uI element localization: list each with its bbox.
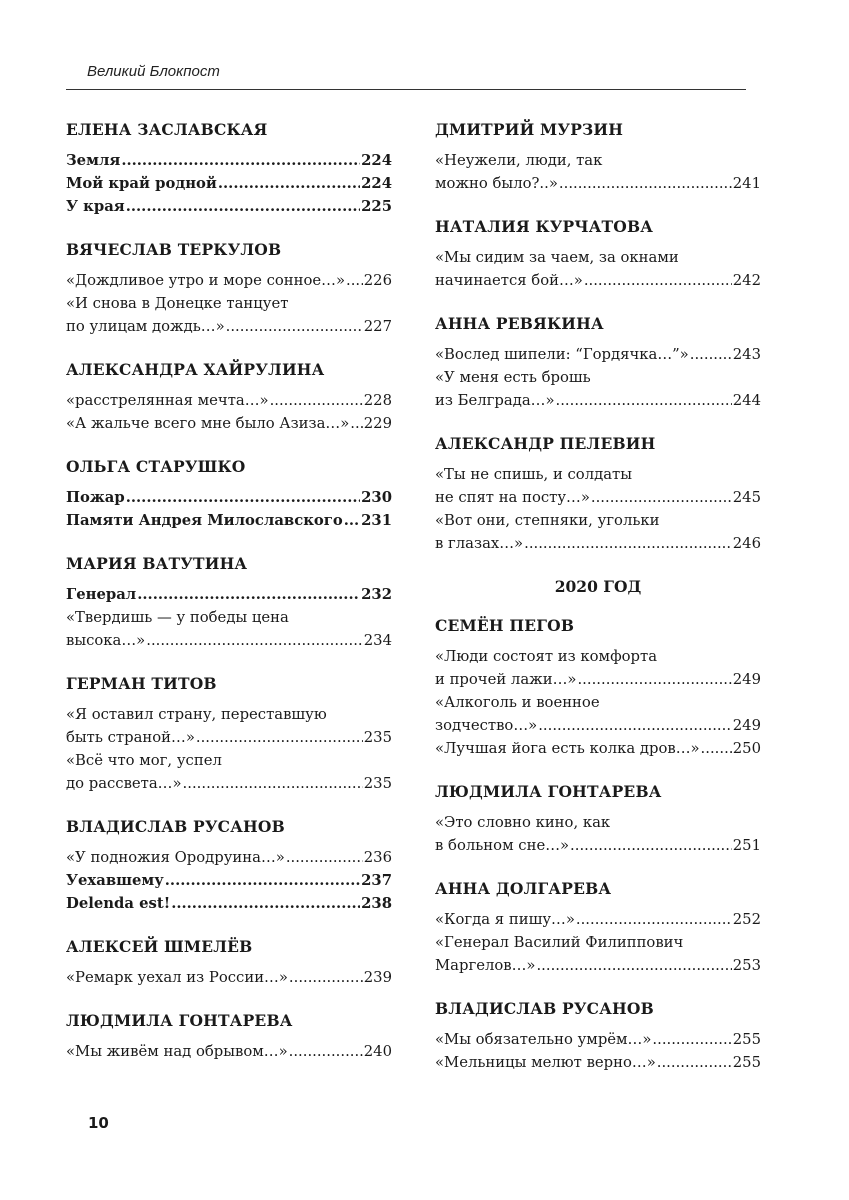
toc-entry-line (66, 389, 392, 412)
page-ref: 226 (363, 272, 392, 289)
entry-title-text: «Люди состоят из комфорта (435, 648, 658, 665)
author-name: МАРИЯ ВАТУТИНА (66, 554, 248, 573)
dot-leader (171, 892, 360, 915)
entry-title-text: не спят на посту…» (435, 489, 590, 506)
toc-entry-line (435, 668, 761, 691)
entry-title-text: по улицам дождь…» (66, 318, 225, 335)
toc-entry-line (66, 869, 392, 892)
author-section (66, 937, 392, 989)
entry-title-text: «Вот они, степняки, угольки (435, 512, 660, 529)
page-ref: 235 (363, 729, 392, 746)
page-ref: 255 (732, 1031, 761, 1048)
dot-leader (652, 1028, 731, 1051)
toc-entry-line (66, 966, 392, 989)
entry-title-text: «Мельницы мелют верно…» (435, 1054, 656, 1071)
toc-entry-line (66, 846, 392, 869)
toc-entry[interactable] (66, 583, 392, 606)
toc-entry-line (66, 195, 392, 218)
page-ref: 242 (732, 272, 761, 289)
toc-entry[interactable] (66, 509, 392, 532)
entry-title-text: Пожар (66, 489, 125, 506)
entry-title-text: Генерал (66, 586, 137, 603)
toc-entry[interactable] (435, 691, 761, 737)
dot-leader (146, 629, 363, 652)
author-name: ОЛЬГА СТАРУШКО (66, 457, 246, 476)
entry-title-text: «Мы живём над обрывом…» (66, 1043, 288, 1060)
author-section (435, 434, 761, 555)
author-name: АННА ДОЛГАРЕВА (435, 879, 612, 898)
author-section (435, 782, 761, 857)
toc-entry[interactable] (66, 869, 392, 892)
toc-entry-line (66, 149, 392, 172)
page-ref: 234 (363, 632, 392, 649)
toc-entry-line (435, 691, 761, 714)
dot-leader (536, 954, 731, 977)
entry-title-text: можно было?..» (435, 175, 558, 192)
author-section (66, 360, 392, 435)
author-name: НАТАЛИЯ КУРЧАТОВА (435, 217, 654, 236)
toc-entry[interactable] (435, 908, 761, 931)
author-section (66, 817, 392, 915)
author-name: АЛЕКСЕЙ ШМЕЛЁВ (66, 937, 253, 956)
author-name: СЕМЁН ПЕГОВ (435, 616, 575, 635)
dot-leader (559, 172, 732, 195)
toc-entry-line (66, 486, 392, 509)
page-number: 10 (88, 1114, 109, 1132)
toc-entry-line (435, 737, 761, 760)
dot-leader (570, 834, 732, 857)
toc-entry-line (435, 246, 761, 269)
entry-title-text: «Неужели, люди, так (435, 152, 603, 169)
toc-entry-line (66, 412, 392, 435)
entry-title-text: из Белграда…» (435, 392, 555, 409)
entry-title-text: «У подножия Ородруина…» (66, 849, 285, 866)
toc-entry[interactable] (435, 811, 761, 857)
dot-leader (350, 412, 363, 435)
entry-title-text: Мой край родной (66, 175, 217, 192)
author-section (435, 999, 761, 1074)
author-name: АЛЕКСАНДРА ХАЙРУЛИНА (66, 360, 325, 379)
author-name: АННА РЕВЯКИНА (435, 314, 604, 333)
author-section (66, 674, 392, 795)
page-ref: 246 (732, 535, 761, 552)
page-ref: 249 (732, 717, 761, 734)
dot-leader (165, 869, 360, 892)
entry-title-text: «Мы сидим за чаем, за окнами (435, 249, 679, 266)
dot-leader (690, 343, 732, 366)
toc-entry-line (435, 645, 761, 668)
toc-entry-line (435, 1028, 761, 1051)
entry-title-text: Памяти Андрея Милославского (66, 512, 343, 529)
author-section (435, 120, 761, 195)
author-section (66, 240, 392, 338)
entry-title-text: «Дождливое утро и море сонное…» (66, 272, 346, 289)
toc-entry[interactable] (435, 149, 761, 195)
dot-leader (584, 269, 732, 292)
author-section (435, 879, 761, 977)
author-name: ЛЮДМИЛА ГОНТАРЕВА (435, 782, 662, 801)
author-name: ДМИТРИЙ МУРЗИН (435, 120, 624, 139)
entry-title-text: «Всё что мог, успел (66, 752, 222, 769)
author-name: АЛЕКСАНДР ПЕЛЕВИН (435, 434, 656, 453)
page-ref: 255 (732, 1054, 761, 1071)
author-name: ГЕРМАН ТИТОВ (66, 674, 217, 693)
toc-entry-line (66, 583, 392, 606)
entry-title-text: «Ты не спишь, и солдаты (435, 466, 633, 483)
page-ref: 227 (363, 318, 392, 335)
dot-leader (226, 315, 363, 338)
dot-leader (218, 172, 360, 195)
author-section (435, 217, 761, 292)
toc-entry[interactable] (435, 343, 761, 366)
entry-title-text: «Твердишь — у победы цена (66, 609, 289, 626)
page-ref: 241 (732, 175, 761, 192)
entry-title-text: Земля (66, 152, 121, 169)
toc-entry-line (435, 954, 761, 977)
dot-leader (270, 389, 363, 412)
author-section (66, 457, 392, 532)
toc-entry-line (435, 509, 761, 532)
toc-entry[interactable] (435, 1028, 761, 1051)
toc-entry[interactable] (66, 846, 392, 869)
author-name: ВЯЧЕСЛАВ ТЕРКУЛОВ (66, 240, 282, 259)
page-ref: 252 (732, 911, 761, 928)
dot-leader (137, 583, 360, 606)
toc-left-column (66, 120, 392, 1085)
toc-entry[interactable] (66, 412, 392, 435)
author-section (66, 554, 392, 652)
dot-leader (556, 389, 732, 412)
toc-entry-line (435, 532, 761, 555)
page-ref: 228 (363, 392, 392, 409)
entry-title-text: «Генерал Василий Филиппович (435, 934, 684, 951)
entry-title-text: и прочей лажи…» (435, 671, 577, 688)
toc-entry-line (66, 606, 392, 629)
dot-leader (286, 846, 363, 869)
page-ref: 239 (363, 969, 392, 986)
dot-leader (701, 737, 732, 760)
toc-entry-line (66, 292, 392, 315)
author-name: ЕЛЕНА ЗАСЛАВСКАЯ (66, 120, 268, 139)
dot-leader (289, 1040, 363, 1063)
page-ref: 231 (361, 512, 392, 529)
page-ref: 240 (363, 1043, 392, 1060)
entry-title-text: «Когда я пишу…» (435, 911, 575, 928)
entry-title-text: «Мы обязательно умрём…» (435, 1031, 652, 1048)
entry-title-text: «Вослед шипели: “Гордячка…”» (435, 346, 689, 363)
toc-entry-line (66, 629, 392, 652)
year-heading: 2020 ГОД (554, 577, 642, 596)
page-ref: 236 (363, 849, 392, 866)
dot-leader (126, 486, 360, 509)
author-name: ВЛАДИСЛАВ РУСАНОВ (66, 817, 285, 836)
page-ref: 230 (361, 489, 392, 506)
toc-entry[interactable] (66, 172, 392, 195)
toc-entry[interactable] (435, 645, 761, 691)
toc-entry[interactable] (435, 463, 761, 509)
entry-title-text: «И снова в Донецке танцует (66, 295, 289, 312)
entry-title-text: Уехавшему (66, 872, 164, 889)
toc-entry[interactable] (66, 269, 392, 292)
toc-entry-line (435, 269, 761, 292)
author-section (66, 120, 392, 218)
toc-entry-line (435, 463, 761, 486)
header-rule (66, 89, 746, 90)
entry-title-text: начинается бой…» (435, 272, 583, 289)
toc-entry[interactable] (66, 195, 392, 218)
entry-title-text: до рассвета…» (66, 775, 182, 792)
toc-entry[interactable] (66, 389, 392, 412)
page-ref: 232 (361, 586, 392, 603)
page-ref: 253 (732, 957, 761, 974)
toc-entry[interactable] (66, 292, 392, 338)
toc-entry[interactable] (66, 749, 392, 795)
author-section (435, 314, 761, 412)
entry-title-text: «расстрелянная мечта…» (66, 392, 269, 409)
entry-title-text: высока…» (66, 632, 146, 649)
toc-entry-line (66, 892, 392, 915)
entry-title-text: Маргелов…» (435, 957, 536, 974)
toc-entry[interactable] (66, 703, 392, 749)
toc-entry[interactable] (66, 966, 392, 989)
dot-leader (126, 195, 360, 218)
entry-title-text: «Это словно кино, как (435, 814, 611, 831)
page-ref: 238 (361, 895, 392, 912)
page-ref: 245 (732, 489, 761, 506)
toc-entry-line (66, 726, 392, 749)
toc-entry-line (435, 366, 761, 389)
page-ref: 224 (361, 152, 392, 169)
dot-leader (538, 714, 732, 737)
dot-leader (346, 269, 363, 292)
toc-entry-line (435, 834, 761, 857)
toc-entry-line (435, 714, 761, 737)
page-ref: 224 (361, 175, 392, 192)
toc-entry[interactable] (66, 892, 392, 915)
dot-leader (121, 149, 360, 172)
toc-entry-line (66, 172, 392, 195)
dot-leader (196, 726, 363, 749)
page-ref: 251 (732, 837, 761, 854)
toc-entry[interactable] (435, 246, 761, 292)
dot-leader (591, 486, 732, 509)
toc-entry[interactable] (435, 1051, 761, 1074)
toc-entry-line (66, 749, 392, 772)
toc-entry-line (435, 172, 761, 195)
page-ref: 250 (732, 740, 761, 757)
entry-title-text: «Алкоголь и военное (435, 694, 600, 711)
toc-entry-line (435, 908, 761, 931)
toc-entry-line (66, 269, 392, 292)
page-ref: 235 (363, 775, 392, 792)
running-head: Великий Блокпост (87, 63, 220, 80)
entry-title-text: зодчество…» (435, 717, 538, 734)
dot-leader (289, 966, 363, 989)
toc-entry-line (435, 1051, 761, 1074)
entry-title-text: «А жальче всего мне было Азиза…» (66, 415, 350, 432)
toc-entry-line (435, 486, 761, 509)
entry-title-text: «У меня есть брошь (435, 369, 591, 386)
dot-leader (183, 772, 363, 795)
toc-entry-line (435, 931, 761, 954)
dot-leader (524, 532, 732, 555)
toc-entry[interactable] (66, 1040, 392, 1063)
toc-entry-line (435, 811, 761, 834)
toc-entry-line (66, 509, 392, 532)
toc-entry[interactable] (66, 486, 392, 509)
entry-title-text: «Лучшая йога есть колка дров…» (435, 740, 700, 757)
page-ref: 244 (732, 392, 761, 409)
toc-entry-line (66, 703, 392, 726)
toc-entry-line (66, 772, 392, 795)
toc-entry[interactable] (435, 366, 761, 412)
entry-title-text: в больном сне…» (435, 837, 570, 854)
author-name: ВЛАДИСЛАВ РУСАНОВ (435, 999, 654, 1018)
toc-entry[interactable] (66, 606, 392, 652)
author-section (66, 1011, 392, 1063)
toc-entry-line (435, 149, 761, 172)
dot-leader (657, 1051, 732, 1074)
entry-title-text: У края (66, 198, 125, 215)
entry-title-text: быть страной…» (66, 729, 195, 746)
toc-right-column (435, 120, 761, 1096)
page-ref: 243 (732, 346, 761, 363)
toc-entry-line (435, 389, 761, 412)
entry-title-text: «Я оставил страну, переставшую (66, 706, 327, 723)
page-ref: 249 (732, 671, 761, 688)
page-ref: 225 (361, 198, 392, 215)
page-ref: 237 (361, 872, 392, 889)
dot-leader (576, 908, 732, 931)
entry-title-text: в глазах…» (435, 535, 524, 552)
toc-entry-line (66, 1040, 392, 1063)
author-name: ЛЮДМИЛА ГОНТАРЕВА (66, 1011, 293, 1030)
toc-entry-line (66, 315, 392, 338)
toc-entry[interactable] (435, 931, 761, 977)
toc-entry[interactable] (435, 509, 761, 555)
toc-entry[interactable] (435, 737, 761, 760)
entry-title-text: Delenda est! (66, 895, 171, 912)
toc-entry-line (435, 343, 761, 366)
page-ref: 229 (363, 415, 392, 432)
dot-leader (344, 509, 360, 532)
entry-title-text: «Ремарк уехал из России…» (66, 969, 288, 986)
author-section (435, 616, 761, 760)
dot-leader (577, 668, 731, 691)
toc-entry[interactable] (66, 149, 392, 172)
